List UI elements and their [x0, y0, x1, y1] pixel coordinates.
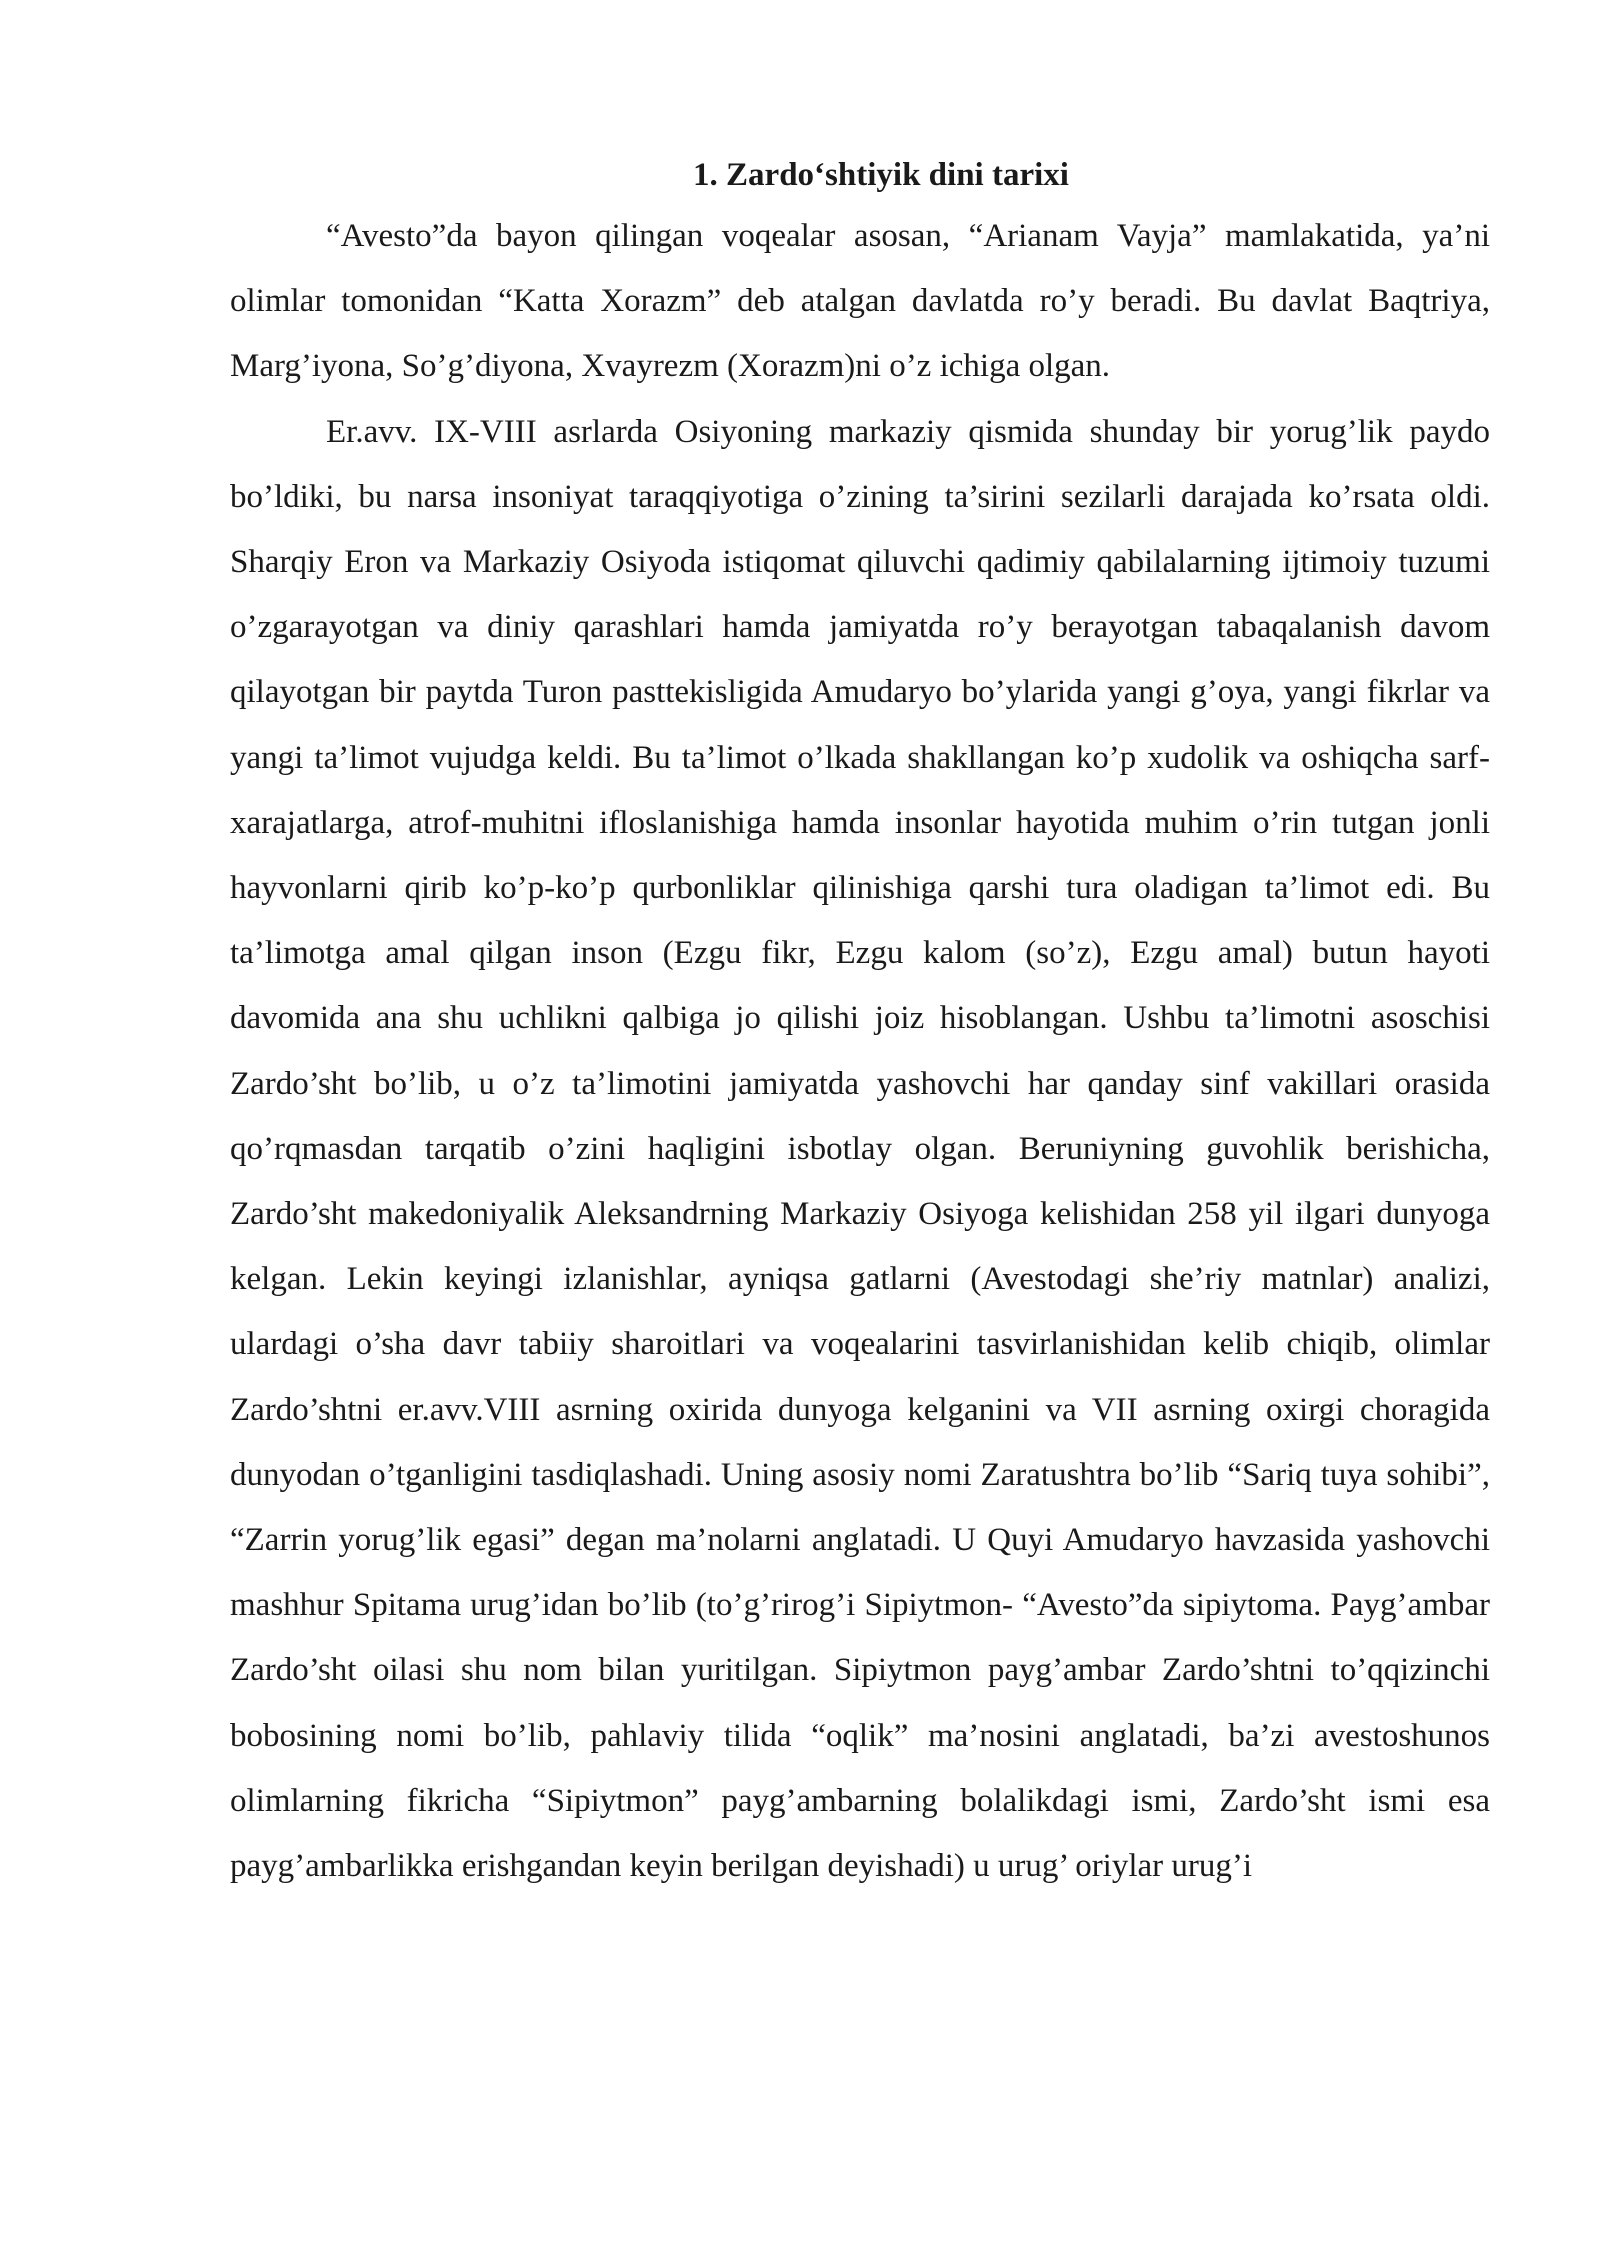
- paragraph-2: Er.avv. IX-VIII asrlarda Osiyoning markaziy qismida shunday bir yorug’lik paydo bo’ldiki, bu narsa insoniyat taraqqiyotiga o’zining ta’sirini sezilarli darajada ko’rsata oldi. Sharqiy Eron va Markaziy Osiyoda istiqomat qiluvchi qadimiy qabilalarning ijtimoiy tuzumi o’zgarayotgan va diniy qarashlari hamda jamiyatda ro’y berayotgan tabaqalanish davom qilayotgan bir paytda Turon pasttekisligida Amudaryo bo’ylarida yangi g’oya, yangi fikrlar va yangi ta’limot vujudga keldi. Bu ta’limot o’lkada shakllangan ko’p xudolik va oshiqcha sarf-xarajatlarga, atrof-muhitni ifloslanishiga hamda insonlar hayotida muhim o’rin tutgan jonli hayvonlarni qirib ko’p-ko’p qurbonliklar qilinishiga qarshi tura oladigan ta’limot edi. Bu ta’limotga amal qilgan inson (Ezgu fikr, Ezgu kalom (so’z), Ezgu amal) butun hayoti davomida ana shu uchlikni qalbiga jo qilishi joiz hisoblangan. Ushbu ta’limotni asoschisi Zardo’sht bo’lib, u o’z ta’limotini jamiyatda yashovchi har qanday sinf vakillari orasida qo’rqmasdan tarqatib o’zini haqligini isbotlay olgan. Beruniyning guvohlik berishicha, Zardo’sht makedoniyalik Aleksandrning Markaziy Osiyoga kelishidan 258 yil ilgari dunyoga kelgan. Lekin keyingi izlanishlar, ayniqsa gatlarni (Avestodagi she’riy matnlar) analizi, ulardagi o’sha davr tabiiy sharoitlari va voqealarini tasvirlanishidan kelib chiqib, olimlar Zardo’shtni er.avv.VIII asrning oxirida dunyoga kelganini va VII asrning oxirgi choragida dunyodan o’tganligini tasdiqlashadi. Uning asosiy nomi Zaratushtra bo’lib “Sariq tuya sohibi”, “Zarrin yorug’lik egasi” degan ma’nolarni anglatadi. U Quyi Amudaryo havzasida yashovchi mashhur Spitama urug’idan bo’lib (to’g’rirog’i Sipiytmon- “Avesto”da sipiytoma. Payg’ambar Zardo’sht oilasi shu nom bilan yuritilgan. Sipiytmon payg’ambar Zardo’shtni to’qqizinchi bobosining nomi bo’lib, pahlaviy tilida “oqlik” ma’nosini anglatadi, ba’zi avestoshunos olimlarning fikricha “Sipiytmon” payg’ambarning bolalikdagi ismi, Zardo’sht ismi esa payg’ambarlikka erishgandan keyin berilgan deyishadi) u urug’ oriylar urug’i: [230, 413, 1490, 1885]
- document-body: [230, 148, 1490, 1899]
- paragraph-1: “Avesto”da bayon qilingan voqealar asosan, “Arianam Vayja” mamlakatida, ya’ni olimlar tomonidan “Katta Xorazm” deb atalgan davlatda ro’y beradi. Bu davlat Baqtriya, Marg’iyona, So’g’diyona, Xvayrezm (Xorazm)ni o’z ichiga olgan.: [230, 218, 1490, 385]
- section-heading: 1. Zardo‘shtiyik dini tarixi: [693, 157, 1069, 193]
